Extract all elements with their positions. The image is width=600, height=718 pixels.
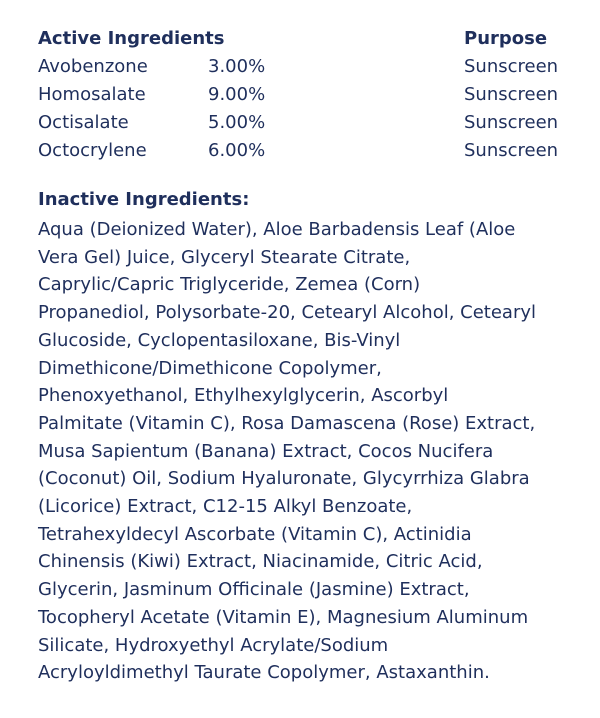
ingredient-name: Avobenzone: [38, 56, 148, 77]
ingredient-purpose: Sunscreen: [464, 84, 559, 105]
inactive-line: Glycerin, Jasminum Officinale (Jasmine) Extract,: [38, 579, 470, 601]
ingredient-purpose: Sunscreen: [464, 140, 559, 161]
inactive-line: Glucoside, Cyclopentasiloxane, Bis-Vinyl: [38, 329, 401, 351]
ingredient-percent: 9.00%: [208, 84, 266, 105]
inactive-line: Palmitate (Vitamin C), Rosa Damascena (Rose) Extract,: [38, 412, 536, 434]
inactive-line: Chinensis (Kiwi) Extract, Niacinamide, Citric Acid,: [38, 551, 483, 573]
ingredient-purpose: Sunscreen: [464, 112, 559, 133]
active-ingredient-row: [38, 53, 578, 81]
inactive-ingredients-list: [38, 216, 578, 687]
purpose-heading: Purpose: [464, 28, 548, 49]
inactive-line: Aqua (Deionized Water), Aloe Barbadensis Leaf (Aloe: [38, 219, 516, 240]
ingredient-percent: 6.00%: [208, 140, 266, 161]
inactive-line: Silicate, Hydroxyethyl Acrylate/Sodium: [38, 634, 389, 656]
inactive-line: Vera Gel) Juice, Glyceryl Stearate Citrate,: [38, 246, 411, 268]
inactive-line: Caprylic/Capric Triglyceride, Zemea (Corn): [38, 274, 421, 296]
inactive-line: (Licorice) Extract, C12-15 Alkyl Benzoate,: [38, 496, 413, 518]
active-ingredients-table: [38, 53, 578, 165]
active-ingredients-heading: Active Ingredients: [38, 28, 225, 49]
ingredient-purpose: Sunscreen: [464, 56, 559, 77]
active-ingredient-row: [38, 137, 578, 165]
inactive-line: Tocopheryl Acetate (Vitamin E), Magnesium Aluminum: [38, 606, 529, 628]
ingredient-name: Octocrylene: [38, 140, 147, 161]
inactive-line: Musa Sapientum (Banana) Extract, Cocos Nucifera: [38, 440, 494, 462]
inactive-line: Propanediol, Polysorbate-20, Cetearyl Alcohol, Cetearyl: [38, 302, 537, 324]
inactive-line: (Coconut) Oil, Sodium Hyaluronate, Glycyrrhiza Glabra: [38, 468, 530, 490]
inactive-line: Dimethicone/Dimethicone Copolymer,: [38, 357, 382, 379]
ingredient-name: Homosalate: [38, 84, 146, 105]
inactive-ingredients-heading: Inactive Ingredients:: [38, 189, 250, 210]
ingredient-name: Octisalate: [38, 112, 129, 133]
ingredient-percent: 3.00%: [208, 56, 266, 77]
active-ingredient-row: [38, 81, 578, 109]
ingredient-percent: 5.00%: [208, 112, 266, 133]
inactive-line: Phenoxyethanol, Ethylhexylglycerin, Ascorbyl: [38, 385, 449, 407]
active-ingredient-row: [38, 109, 578, 137]
inactive-line: Acryloyldimethyl Taurate Copolymer, Astaxanthin.: [38, 662, 490, 684]
inactive-line: Tetrahexyldecyl Ascorbate (Vitamin C), Actinidia: [38, 523, 472, 545]
